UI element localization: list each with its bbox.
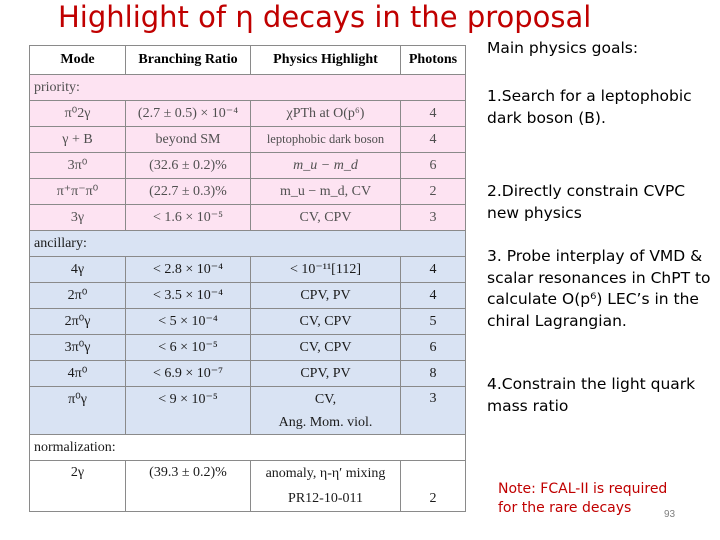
- priority-section-row: [30, 75, 466, 101]
- physics-cell: leptophobic dark boson: [251, 127, 401, 153]
- slide-title: Highlight of η decays in the proposal: [58, 0, 592, 34]
- photons-cell: 4: [401, 283, 466, 309]
- branching-ratio-cell: < 6 × 10⁻⁵: [126, 335, 251, 361]
- ancillary-label: ancillary:: [30, 231, 466, 257]
- branching-ratio-cell: (22.7 ± 0.3)%: [126, 179, 251, 205]
- physics-cell: CV,: [251, 387, 401, 413]
- table-row: [30, 283, 466, 309]
- goal-item-3: 3. Probe interplay of VMD & scalar resonances in ChPT to calculate O(p⁶) LEC’s in the chiral Lagrangian.: [487, 247, 711, 330]
- photons-cell: 4: [401, 257, 466, 283]
- physics-cell: χPTh at O(p⁶): [251, 101, 401, 127]
- branching-ratio-cell: < 5 × 10⁻⁴: [126, 309, 251, 335]
- mode-cell: 2γ: [30, 461, 126, 512]
- fcal-note-line-2: for the rare decays: [498, 500, 632, 516]
- header-physics-highlight: Physics Highlight: [251, 46, 401, 75]
- table-row: [30, 179, 466, 205]
- table-row: [30, 101, 466, 127]
- header-mode: Mode: [30, 46, 126, 75]
- photons-cell: 5: [401, 309, 466, 335]
- mode-cell: 2π⁰γ: [30, 309, 126, 335]
- table-row: [30, 335, 466, 361]
- physics-cell: CV, CPV: [251, 309, 401, 335]
- physics-goals-panel: [487, 38, 712, 415]
- branching-ratio-cell: < 3.5 × 10⁻⁴: [126, 283, 251, 309]
- goal-item-1: 1.Search for a leptophobic dark boson (B).: [487, 87, 692, 127]
- mode-cell: π⁰γ: [30, 387, 126, 435]
- photons-cell: 8: [401, 361, 466, 387]
- priority-label: priority:: [30, 75, 466, 101]
- physics-cell: CV, CPV: [251, 205, 401, 231]
- mode-cell: 4π⁰: [30, 361, 126, 387]
- physics-cell: CPV, PV: [251, 283, 401, 309]
- normalization-section-row: [30, 435, 466, 461]
- physics-cell-extra: Ang. Mom. viol.: [251, 412, 401, 435]
- table-row: [30, 461, 466, 487]
- mode-cell: 3π⁰γ: [30, 335, 126, 361]
- mode-cell: 3γ: [30, 205, 126, 231]
- mode-cell: 4γ: [30, 257, 126, 283]
- mode-cell: γ + B: [30, 127, 126, 153]
- goal-item-4: 4.Constrain the light quark mass ratio: [487, 375, 696, 415]
- header-branching-ratio: Branching Ratio: [126, 46, 251, 75]
- photons-cell: 6: [401, 335, 466, 361]
- branching-ratio-cell: (2.7 ± 0.5) × 10⁻⁴: [126, 101, 251, 127]
- ancillary-section-row: [30, 231, 466, 257]
- physics-cell: anomaly, η-η′ mixing: [251, 461, 401, 487]
- table-row: [30, 257, 466, 283]
- mode-cell: 3π⁰: [30, 153, 126, 179]
- physics-cell: m_u − m_d: [251, 153, 401, 179]
- branching-ratio-cell: < 1.6 × 10⁻⁵: [126, 205, 251, 231]
- photons-cell: 3: [401, 205, 466, 231]
- branching-ratio-cell: < 2.8 × 10⁻⁴: [126, 257, 251, 283]
- table-row: [30, 153, 466, 179]
- photons-cell: [401, 461, 466, 487]
- physics-cell: m_u − m_d, CV: [251, 179, 401, 205]
- branching-ratio-cell: < 9 × 10⁻⁵: [126, 387, 251, 435]
- table-row: [30, 361, 466, 387]
- header-photons: Photons: [401, 46, 466, 75]
- photons-cell: 2: [401, 486, 466, 512]
- physics-cell: CV, CPV: [251, 335, 401, 361]
- page-number: 93: [664, 509, 676, 520]
- physics-cell: CPV, PV: [251, 361, 401, 387]
- table-row: [30, 309, 466, 335]
- fcal-note-line-1: Note: FCAL-II is required: [498, 481, 668, 497]
- goals-heading: Main physics goals:: [487, 39, 639, 57]
- photons-cell: 3: [401, 387, 466, 435]
- physics-cell-extra: PR12-10-011: [251, 486, 401, 512]
- table-header-row: [30, 46, 466, 75]
- branching-ratio-cell: (39.3 ± 0.2)%: [126, 461, 251, 512]
- table-row: [30, 127, 466, 153]
- mode-cell: π⁺π⁻π⁰: [30, 179, 126, 205]
- photons-cell: 4: [401, 127, 466, 153]
- photons-cell: 2: [401, 179, 466, 205]
- mode-cell: π⁰2γ: [30, 101, 126, 127]
- table-row: [30, 387, 466, 413]
- branching-ratio-cell: < 6.9 × 10⁻⁷: [126, 361, 251, 387]
- fcal-note: [498, 480, 667, 518]
- photons-cell: 6: [401, 153, 466, 179]
- physics-cell: < 10⁻¹¹[112]: [251, 257, 401, 283]
- normalization-label: normalization:: [30, 435, 466, 461]
- photons-cell: 4: [401, 101, 466, 127]
- mode-cell: 2π⁰: [30, 283, 126, 309]
- branching-ratio-cell: beyond SM: [126, 127, 251, 153]
- table-row: [30, 205, 466, 231]
- goal-item-2: 2.Directly constrain CVPC new physics: [487, 182, 686, 222]
- branching-ratio-cell: (32.6 ± 0.2)%: [126, 153, 251, 179]
- eta-decays-table: [29, 45, 466, 512]
